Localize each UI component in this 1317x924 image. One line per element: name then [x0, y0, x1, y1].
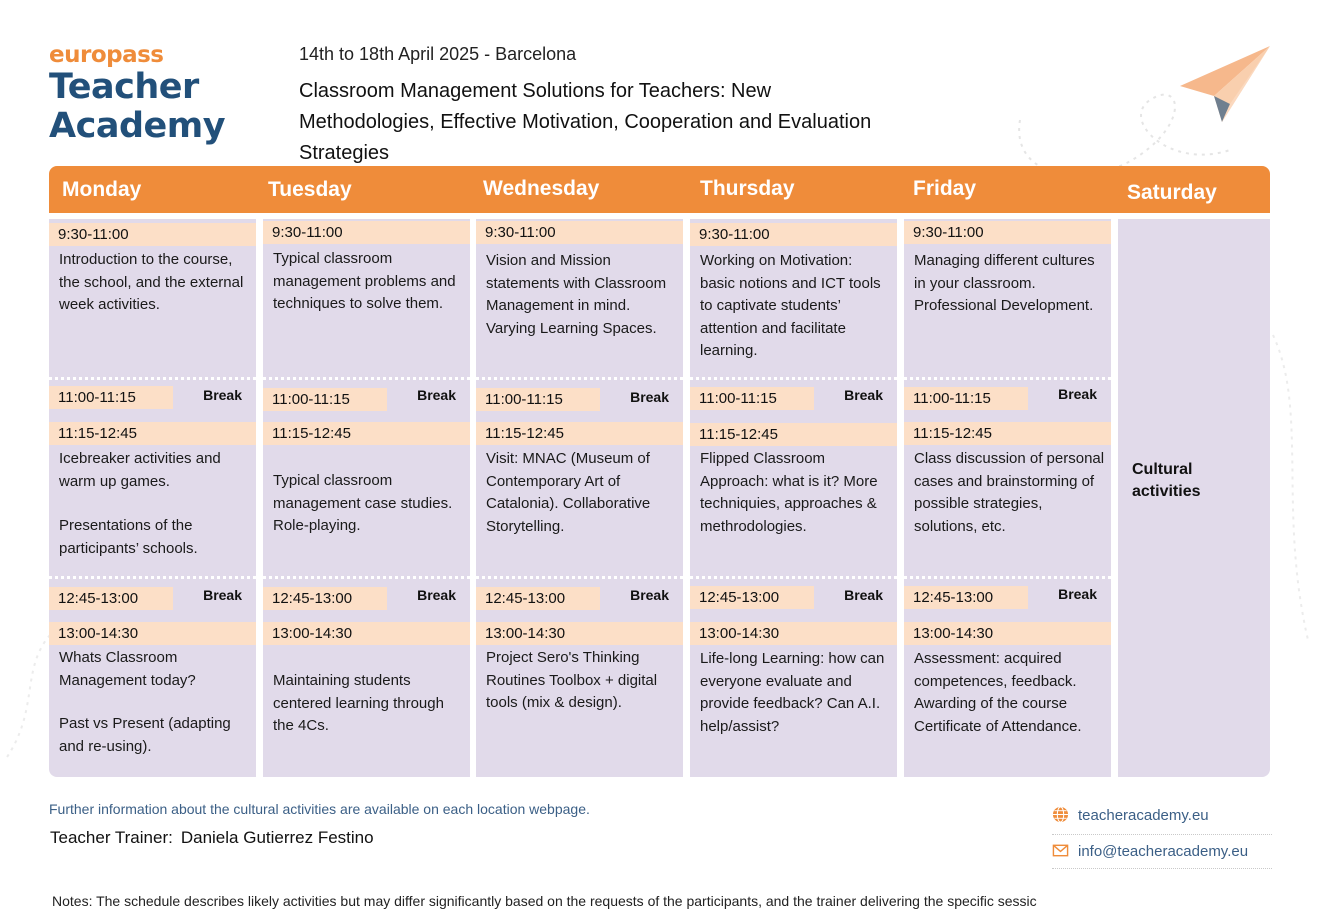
course-dates: 14th to 18th April 2025 - Barcelona: [299, 44, 577, 64]
day-column-thursday: [690, 219, 897, 777]
teacher-academy-logo: [49, 42, 269, 146]
session-text: Life-long Learning: how can everyone evaluate and provide feedback? Can A.I. help/assist?: [700, 650, 885, 735]
break-time: 12:45-13:00: [476, 587, 600, 610]
session-text: Working on Motivation: basic notions and ICT tools to captivate students’ attention and facilitate learning.: [700, 252, 881, 359]
day-wednesday: Wednesday: [483, 177, 600, 200]
logo-academy: Academy: [49, 106, 226, 146]
paper-plane-icon: [1178, 44, 1273, 126]
session-text: Vision and Mission statements with Classroom Management in mind. Varying Learning Spaces.: [486, 252, 667, 337]
session-text: Assessment: acquired competences, feedback. Awarding of the course Certificate of Attendance.: [914, 650, 1082, 735]
break-label: Break: [630, 389, 669, 405]
session-time: 11:15-12:45: [690, 423, 897, 446]
session-time: 11:15-12:45: [904, 422, 1111, 445]
decorative-swirl-right: [1268, 330, 1317, 650]
further-info: Further information about the cultural activities are available on each location webpage.: [49, 801, 590, 817]
session-text: Visit: MNAC (Museum of Contemporary Art of Catalonia). Collaborative Storytelling.: [486, 450, 651, 535]
session-time: 9:30-11:00: [904, 221, 1111, 244]
session-text: Past vs Present (adapting and re-using).: [59, 715, 231, 755]
divider: [476, 377, 683, 380]
day-tuesday: Tuesday: [268, 178, 352, 201]
divider: [263, 377, 470, 380]
envelope-icon: [1052, 842, 1069, 859]
session-time: 13:00-14:30: [49, 622, 256, 645]
contact-divider: [1052, 868, 1272, 869]
divider: [263, 576, 470, 579]
website-text: teacheracademy.eu: [1078, 807, 1209, 824]
break-label: Break: [1058, 586, 1097, 602]
divider: [904, 377, 1111, 380]
break-time: 11:00-11:15: [49, 386, 173, 409]
session-text: Class discussion of personal cases and brainstorming of possible strategies, solutions, etc.: [914, 450, 1105, 535]
divider: [49, 377, 256, 380]
session-text: Whats Classroom Management today?: [59, 649, 196, 689]
session-time: 9:30-11:00: [476, 221, 683, 244]
session-time: 11:15-12:45: [49, 422, 256, 445]
break-time: 12:45-13:00: [49, 587, 173, 610]
session-time: 11:15-12:45: [476, 422, 683, 445]
session-text: Managing different cultures in your classroom. Professional Development.: [914, 252, 1095, 314]
day-column-tuesday: [263, 219, 470, 777]
divider: [49, 576, 256, 579]
day-monday: Monday: [62, 178, 142, 201]
break-time: 12:45-13:00: [690, 586, 814, 609]
break-time: 12:45-13:00: [904, 586, 1028, 609]
divider: [690, 576, 897, 579]
break-time: 11:00-11:15: [476, 388, 600, 411]
schedule-notes: Notes: The schedule describes likely activities but may differ significantly based on the requests of the participants, and the trainer delivering the specific sessic: [52, 893, 1037, 909]
session-text: Typical classroom management problems and techniques to solve them.: [273, 250, 456, 312]
session-time: 9:30-11:00: [263, 221, 470, 244]
break-label: Break: [203, 387, 242, 403]
session-time: 11:15-12:45: [263, 422, 470, 445]
session-text: Icebreaker activities and warm up games.: [59, 450, 221, 490]
session-text: Introduction to the course, the school, and the external week activities.: [59, 251, 244, 313]
day-friday: Friday: [913, 177, 977, 200]
logo-teacher: Teacher: [49, 67, 199, 107]
break-time: 11:00-11:15: [263, 388, 387, 411]
trainer-name: Daniela Gutierrez Festino: [180, 828, 374, 847]
session-time: 13:00-14:30: [476, 622, 683, 645]
break-label: Break: [1058, 386, 1097, 402]
day-saturday: Saturday: [1127, 181, 1217, 204]
break-label: Break: [417, 587, 456, 603]
break-label: Break: [630, 587, 669, 603]
logo-europass: europass: [49, 42, 164, 68]
day-column-saturday: [1118, 219, 1270, 777]
session-time: 9:30-11:00: [690, 223, 897, 246]
website-link[interactable]: [1052, 806, 1209, 824]
teacher-trainer: [50, 828, 374, 848]
session-text: Project Sero's Thinking Routines Toolbox + digital tools (mix & design).: [486, 649, 658, 711]
divider: [904, 576, 1111, 579]
day-column-friday: [904, 219, 1111, 777]
divider: [476, 576, 683, 579]
globe-icon: [1052, 806, 1069, 823]
day-thursday: Thursday: [700, 177, 795, 200]
session-text: Maintaining students centered learning through the 4Cs.: [273, 672, 444, 734]
email-text: info@teacheracademy.eu: [1078, 843, 1249, 860]
email-link[interactable]: [1052, 842, 1248, 860]
trainer-label: Teacher Trainer:: [50, 828, 173, 847]
break-time: 12:45-13:00: [263, 587, 387, 610]
course-title: Classroom Management Solutions for Teachers: New Methodologies, Effective Motivation, Cooperation and Evaluation Strategies: [299, 80, 872, 164]
session-text: Typical classroom management case studies. Role-playing.: [273, 472, 453, 534]
day-column-monday: [49, 219, 256, 777]
session-time: 13:00-14:30: [263, 622, 470, 645]
contact-divider: [1052, 834, 1272, 835]
session-text: Flipped Classroom Approach: what is it? More techniquies, approaches & methrodologies.: [700, 450, 878, 535]
break-label: Break: [844, 387, 883, 403]
day-header-bar: [49, 166, 1270, 213]
session-time: 9:30-11:00: [49, 223, 256, 246]
break-label: Break: [417, 387, 456, 403]
break-time: 11:00-11:15: [690, 387, 814, 410]
break-label: Break: [203, 587, 242, 603]
session-time: 13:00-14:30: [690, 622, 897, 645]
session-text: Presentations of the participants’ schools.: [59, 517, 198, 557]
session-time: 13:00-14:30: [904, 622, 1111, 645]
break-time: 11:00-11:15: [904, 387, 1028, 410]
break-label: Break: [844, 587, 883, 603]
day-column-wednesday: [476, 219, 683, 777]
divider: [690, 377, 897, 380]
cultural-activities: Cultural activities: [1132, 461, 1201, 500]
